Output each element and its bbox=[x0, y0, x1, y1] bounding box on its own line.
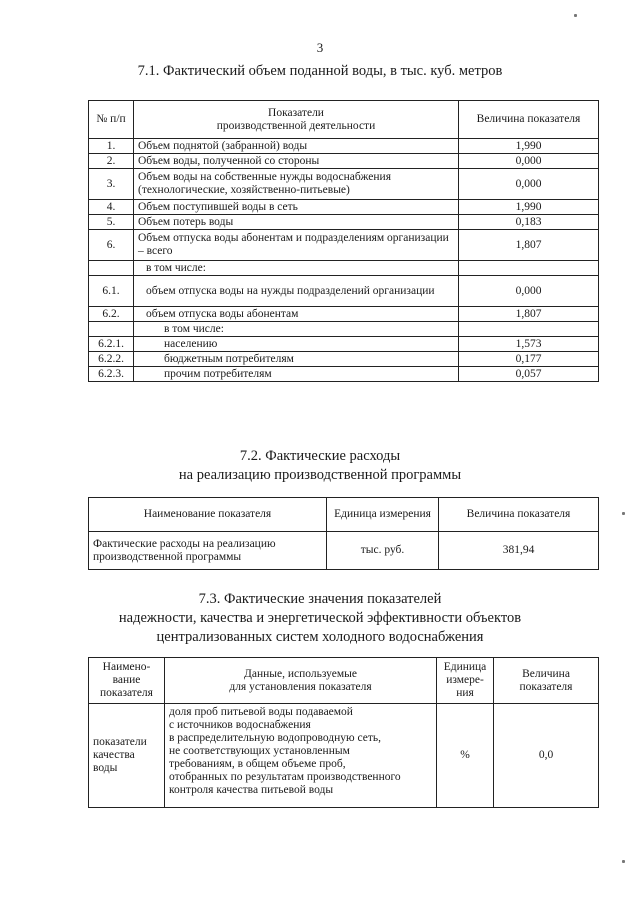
row-label: населению bbox=[134, 337, 459, 352]
table-row bbox=[89, 261, 599, 276]
row-num: 6. bbox=[89, 230, 134, 261]
header-value: Величина показателя bbox=[439, 498, 599, 532]
table-row bbox=[89, 367, 599, 382]
table-row bbox=[89, 276, 599, 307]
row-num: 6.2.3. bbox=[89, 367, 134, 382]
row-num: 4. bbox=[89, 200, 134, 215]
header-value bbox=[494, 658, 599, 704]
row-value: 1,807 bbox=[459, 230, 599, 261]
header-unit-line3: ния bbox=[456, 687, 474, 699]
section-7-2-title-line2: на реализацию производственной программы bbox=[178, 467, 462, 483]
row-value: 1,573 bbox=[459, 337, 599, 352]
table-header-row bbox=[89, 101, 599, 139]
header-name-line3: показателя bbox=[100, 687, 153, 699]
row-name-line3: воды bbox=[93, 762, 118, 774]
table-row bbox=[89, 322, 599, 337]
row-value: 381,94 bbox=[439, 532, 599, 570]
row-data-line2: с источников водоснабжения bbox=[169, 719, 311, 731]
row-value: 0,000 bbox=[459, 154, 599, 169]
row-label: Объем воды, полученной со стороны bbox=[134, 154, 459, 169]
header-value: Величина показателя bbox=[459, 101, 599, 139]
row-num: 5. bbox=[89, 215, 134, 230]
header-name bbox=[89, 658, 165, 704]
row-label: Объем поступившей воды в сеть bbox=[134, 200, 459, 215]
table-row bbox=[89, 139, 599, 154]
header-indicator bbox=[134, 101, 459, 139]
row-label: бюджетным потребителям bbox=[134, 352, 459, 367]
row-label: Объем поднятой (забранной) воды bbox=[134, 139, 459, 154]
header-value-line1: Величина bbox=[522, 667, 570, 680]
section-7-1-title: 7.1. Фактический объем поданной воды, в тыс. куб. метров bbox=[137, 63, 503, 79]
row-num: 6.2.2. bbox=[89, 352, 134, 367]
row-value: 0,183 bbox=[459, 215, 599, 230]
section-7-3-title-line2: надежности, качества и энергетической эффективности объектов bbox=[118, 610, 522, 626]
header-name-line2: вание bbox=[112, 674, 141, 686]
row-data-line1: доля проб питьевой воды подаваемой bbox=[169, 706, 353, 718]
row-data-line6: отобранных по результатам производственного bbox=[169, 771, 401, 783]
header-data-line1: Данные, используемые bbox=[244, 667, 357, 680]
table-row bbox=[89, 169, 599, 200]
section-7-3-title-line3: централизованных систем холодного водоснабжения bbox=[156, 629, 484, 645]
row-data-line4: не соответствующих установленным bbox=[169, 745, 350, 757]
scan-speck bbox=[574, 14, 577, 17]
page-number: 3 bbox=[316, 40, 324, 55]
table-row bbox=[89, 307, 599, 322]
row-label: объем отпуска воды на нужды подразделений организации bbox=[134, 276, 459, 307]
row-data-line3: в распределительную водопроводную сеть, bbox=[169, 732, 381, 744]
row-value: 0,057 bbox=[459, 367, 599, 382]
header-data-line2: для установления показателя bbox=[229, 680, 372, 693]
scan-speck bbox=[622, 860, 625, 863]
table-row bbox=[89, 154, 599, 169]
header-unit bbox=[437, 658, 494, 704]
row-label: объем отпуска воды абонентам bbox=[134, 307, 459, 322]
row-data-line7: контроля качества питьевой воды bbox=[169, 784, 334, 796]
row-label: прочим потребителям bbox=[134, 367, 459, 382]
header-num: № п/п bbox=[89, 101, 134, 139]
water-volume-table bbox=[88, 100, 599, 382]
row-value: 0,000 bbox=[459, 169, 599, 200]
row-value: 0,000 bbox=[459, 276, 599, 307]
row-label: Объем потерь воды bbox=[134, 215, 459, 230]
row-value bbox=[459, 322, 599, 337]
row-num: 6.2.1. bbox=[89, 337, 134, 352]
row-num: 2. bbox=[89, 154, 134, 169]
table-row bbox=[89, 704, 599, 808]
row-num bbox=[89, 261, 134, 276]
header-name: Наименование показателя bbox=[89, 498, 327, 532]
row-value: 1,990 bbox=[459, 200, 599, 215]
table-row bbox=[89, 215, 599, 230]
row-value: 0,177 bbox=[459, 352, 599, 367]
row-label: в том числе: bbox=[134, 261, 459, 276]
row-name: Фактические расходы на реализацию производственной программы bbox=[89, 532, 327, 570]
row-name-line1: показатели bbox=[93, 736, 147, 748]
table-header-row bbox=[89, 658, 599, 704]
row-value bbox=[459, 261, 599, 276]
reliability-table bbox=[88, 657, 599, 808]
row-label: Объем воды на собственные нужды водоснабжения (технологические, хозяйственно-питьевые) bbox=[134, 169, 459, 200]
scan-speck bbox=[622, 512, 625, 515]
row-num: 1. bbox=[89, 139, 134, 154]
header-unit-line1: Единица bbox=[443, 661, 487, 673]
header-unit: Единица измерения bbox=[327, 498, 439, 532]
expenses-table bbox=[88, 497, 599, 570]
table-header-row bbox=[89, 498, 599, 532]
row-value: 1,990 bbox=[459, 139, 599, 154]
section-7-2-title-line1: 7.2. Фактические расходы bbox=[239, 448, 401, 464]
table-row bbox=[89, 337, 599, 352]
table-row bbox=[89, 200, 599, 215]
row-unit: тыс. руб. bbox=[327, 532, 439, 570]
row-label: Объем отпуска воды абонентам и подразделениям организации – всего bbox=[134, 230, 459, 261]
row-name bbox=[89, 704, 165, 808]
row-unit: % bbox=[437, 704, 494, 808]
row-num: 6.1. bbox=[89, 276, 134, 307]
header-name-line1: Наимено- bbox=[102, 661, 151, 673]
row-value: 0,0 bbox=[494, 704, 599, 808]
row-num: 6.2. bbox=[89, 307, 134, 322]
row-data bbox=[165, 704, 437, 808]
header-value-line2: показателя bbox=[519, 680, 573, 693]
section-7-3-title-line1: 7.3. Фактические значения показателей bbox=[198, 591, 442, 607]
row-name-line2: качества bbox=[93, 749, 135, 761]
row-num bbox=[89, 322, 134, 337]
row-value: 1,807 bbox=[459, 307, 599, 322]
row-data-line5: требованиям, в общем объеме проб, bbox=[169, 758, 346, 770]
header-indicator-line2: производственной деятельности bbox=[216, 119, 376, 132]
table-row bbox=[89, 230, 599, 261]
row-label: в том числе: bbox=[134, 322, 459, 337]
header-indicator-line1: Показатели bbox=[268, 106, 324, 119]
table-row bbox=[89, 532, 599, 570]
table-row bbox=[89, 352, 599, 367]
header-unit-line2: измере- bbox=[446, 674, 484, 686]
row-num: 3. bbox=[89, 169, 134, 200]
header-data bbox=[165, 658, 437, 704]
